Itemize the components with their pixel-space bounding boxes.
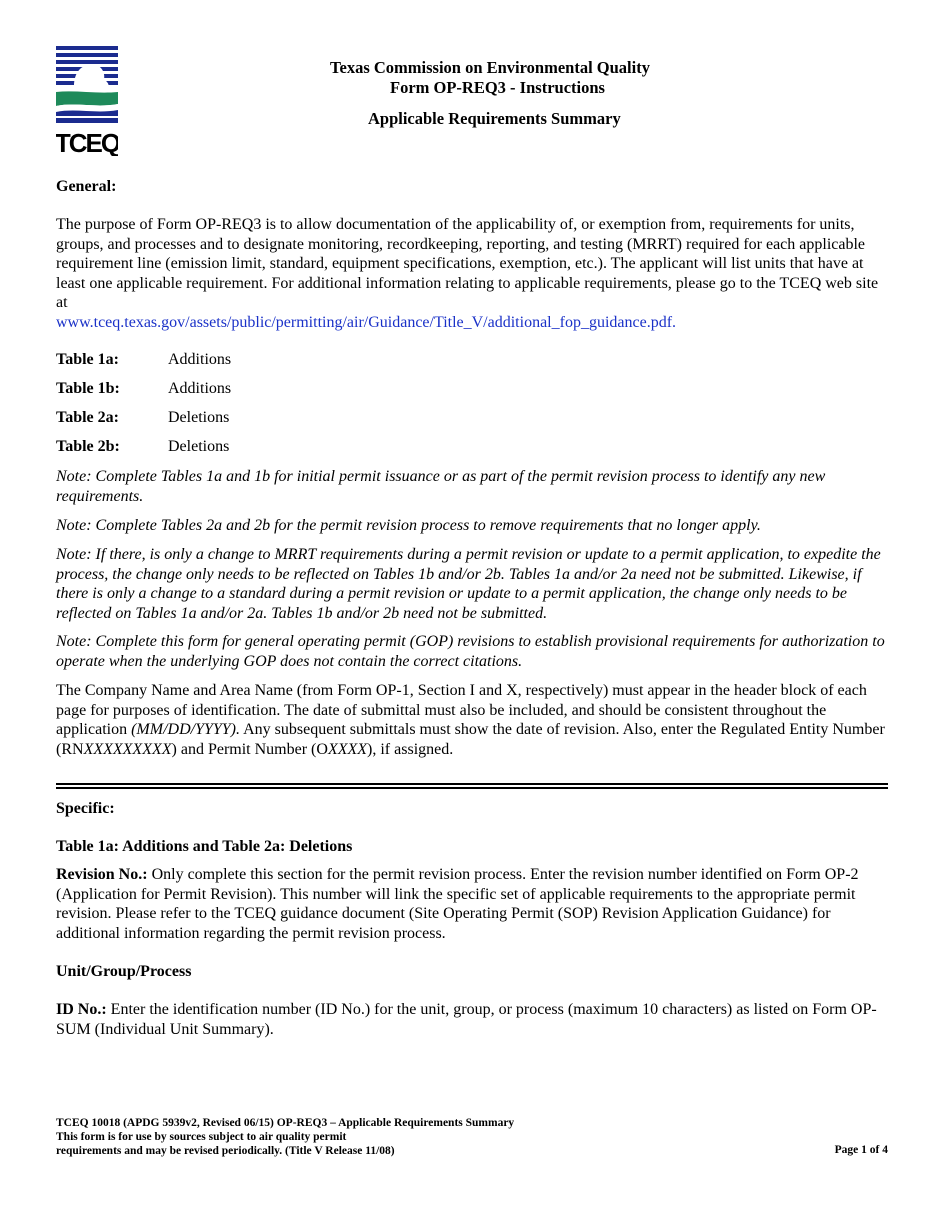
note-1: Note: Complete Tables 1a and 1b for initial permit issuance or as part of the permit revision process to identify any new requirements. — [56, 468, 826, 505]
table-label: Table 2a: — [56, 409, 119, 426]
footer-line-3: requirements and may be revised periodically. (Title V Release 11/08) — [56, 1145, 395, 1157]
tceq-logo-icon — [56, 46, 118, 156]
id-paragraph — [56, 1000, 891, 1039]
table-value: Additions — [168, 380, 232, 397]
footer-line-1: TCEQ 10018 (APDG 5939v2, Revised 06/15) OP-REQ3 – Applicable Requirements Summary — [56, 1117, 515, 1129]
page-footer — [56, 1116, 888, 1158]
tceq-logo — [56, 46, 118, 156]
form-title: Form OP-REQ3 - Instructions — [390, 78, 605, 97]
table-value: Deletions — [168, 438, 230, 455]
agency-name: Texas Commission on Environmental Quality — [330, 58, 650, 77]
revision-label: Revision No.: — [56, 866, 148, 883]
rn-placeholder: XXXXXXXXX — [83, 740, 172, 758]
general-heading: General: — [56, 178, 117, 195]
permit-placeholder: XXXX — [327, 740, 368, 758]
note-4: Note: Complete this form for general operating permit (GOP) revisions to establish provisional requirements for authorization to operate when the underlying GOP does not contain the correct citations. — [56, 633, 885, 670]
logo-wordmark: TCEQ — [56, 128, 118, 156]
guidance-link[interactable]: www.tceq.texas.gov/assets/public/permitting/air/Guidance/Title_V/additional_fop_guidance.pdf. — [56, 313, 677, 331]
id-text: Enter the identification number (ID No.) for the unit, group, or process (maximum 10 characters) as listed on Form OP-SUM (Individual Unit Summary). — [56, 1001, 877, 1038]
form-subtitle: Applicable Requirements Summary — [368, 109, 621, 128]
company-text-3: ) and Permit Number (O — [171, 740, 328, 758]
company-text-4: ), if assigned. — [367, 740, 454, 758]
table-label: Table 2b: — [56, 438, 120, 455]
table-value: Additions — [168, 351, 232, 368]
section-divider — [56, 783, 888, 789]
specific-heading: Specific: — [56, 800, 115, 817]
company-text-1: The Company Name and Area Name (from Form OP-1, Section I and X, respectively) must appear in the header block of each page for purposes of identification. The date of submittal must also be included, and should be consistent throughout the application — [56, 682, 867, 739]
intro-text: The purpose of Form OP-REQ3 is to allow documentation of the applicability of, or exemption from, requirements for units, groups, and processes and to designate monitoring, recordkeeping, reporting, and testing (MRRT) required for each applicable requirement line (emission limit, standard, equipment specifications, exemption, etc.). The applicant will list units that have at least one applicable requirement. For additional information relating to applicable requirements, please go to the TCEQ web site at — [56, 216, 879, 312]
note-2: Note: Complete Tables 2a and 2b for the permit revision process to remove requirements that no longer apply. — [56, 517, 761, 534]
page-number: Page 1 of 4 — [834, 1144, 888, 1156]
unit-group-process-heading: Unit/Group/Process — [56, 963, 192, 980]
table-1a-2a-heading: Table 1a: Additions and Table 2a: Deletions — [56, 838, 353, 855]
table-label: Table 1b: — [56, 380, 120, 397]
general-intro — [56, 215, 891, 333]
revision-paragraph — [56, 865, 891, 943]
footer-line-2: This form is for use by sources subject to air quality permit — [56, 1131, 347, 1143]
revision-text: Only complete this section for the permit revision process. Enter the revision number identified on Form OP-2 (Application for Permit Revision). This number will link the specific set of applicable requirements to the appropriate permit revision. Please refer to the TCEQ guidance document (Site Operating Permit (SOP) Revision Application Guidance) for additional information regarding the permit revision process. — [56, 866, 859, 942]
table-label: Table 1a: — [56, 351, 119, 368]
table-value: Deletions — [168, 409, 230, 426]
date-format: (MM/DD/YYYY). — [131, 721, 240, 739]
id-label: ID No.: — [56, 1001, 107, 1018]
company-text-2: Any subsequent submittals must show the date of revision. Also, enter the Regulated Entity Number (RN — [56, 721, 885, 758]
note-3: Note: If there, is only a change to MRRT requirements during a permit revision or update to a permit application, to expedite the process, the change only needs to be reflected on Tables 1b and/or 2b. Tables 1a and/or 2a need not be submitted. Likewise, if there is only a change to a standard during a permit revision or update to a permit application, the change only needs to be reflected on Tables 1a and/or 2a. Tables 1b and/or 2b need not be submitted. — [56, 546, 881, 622]
company-paragraph — [56, 681, 891, 759]
